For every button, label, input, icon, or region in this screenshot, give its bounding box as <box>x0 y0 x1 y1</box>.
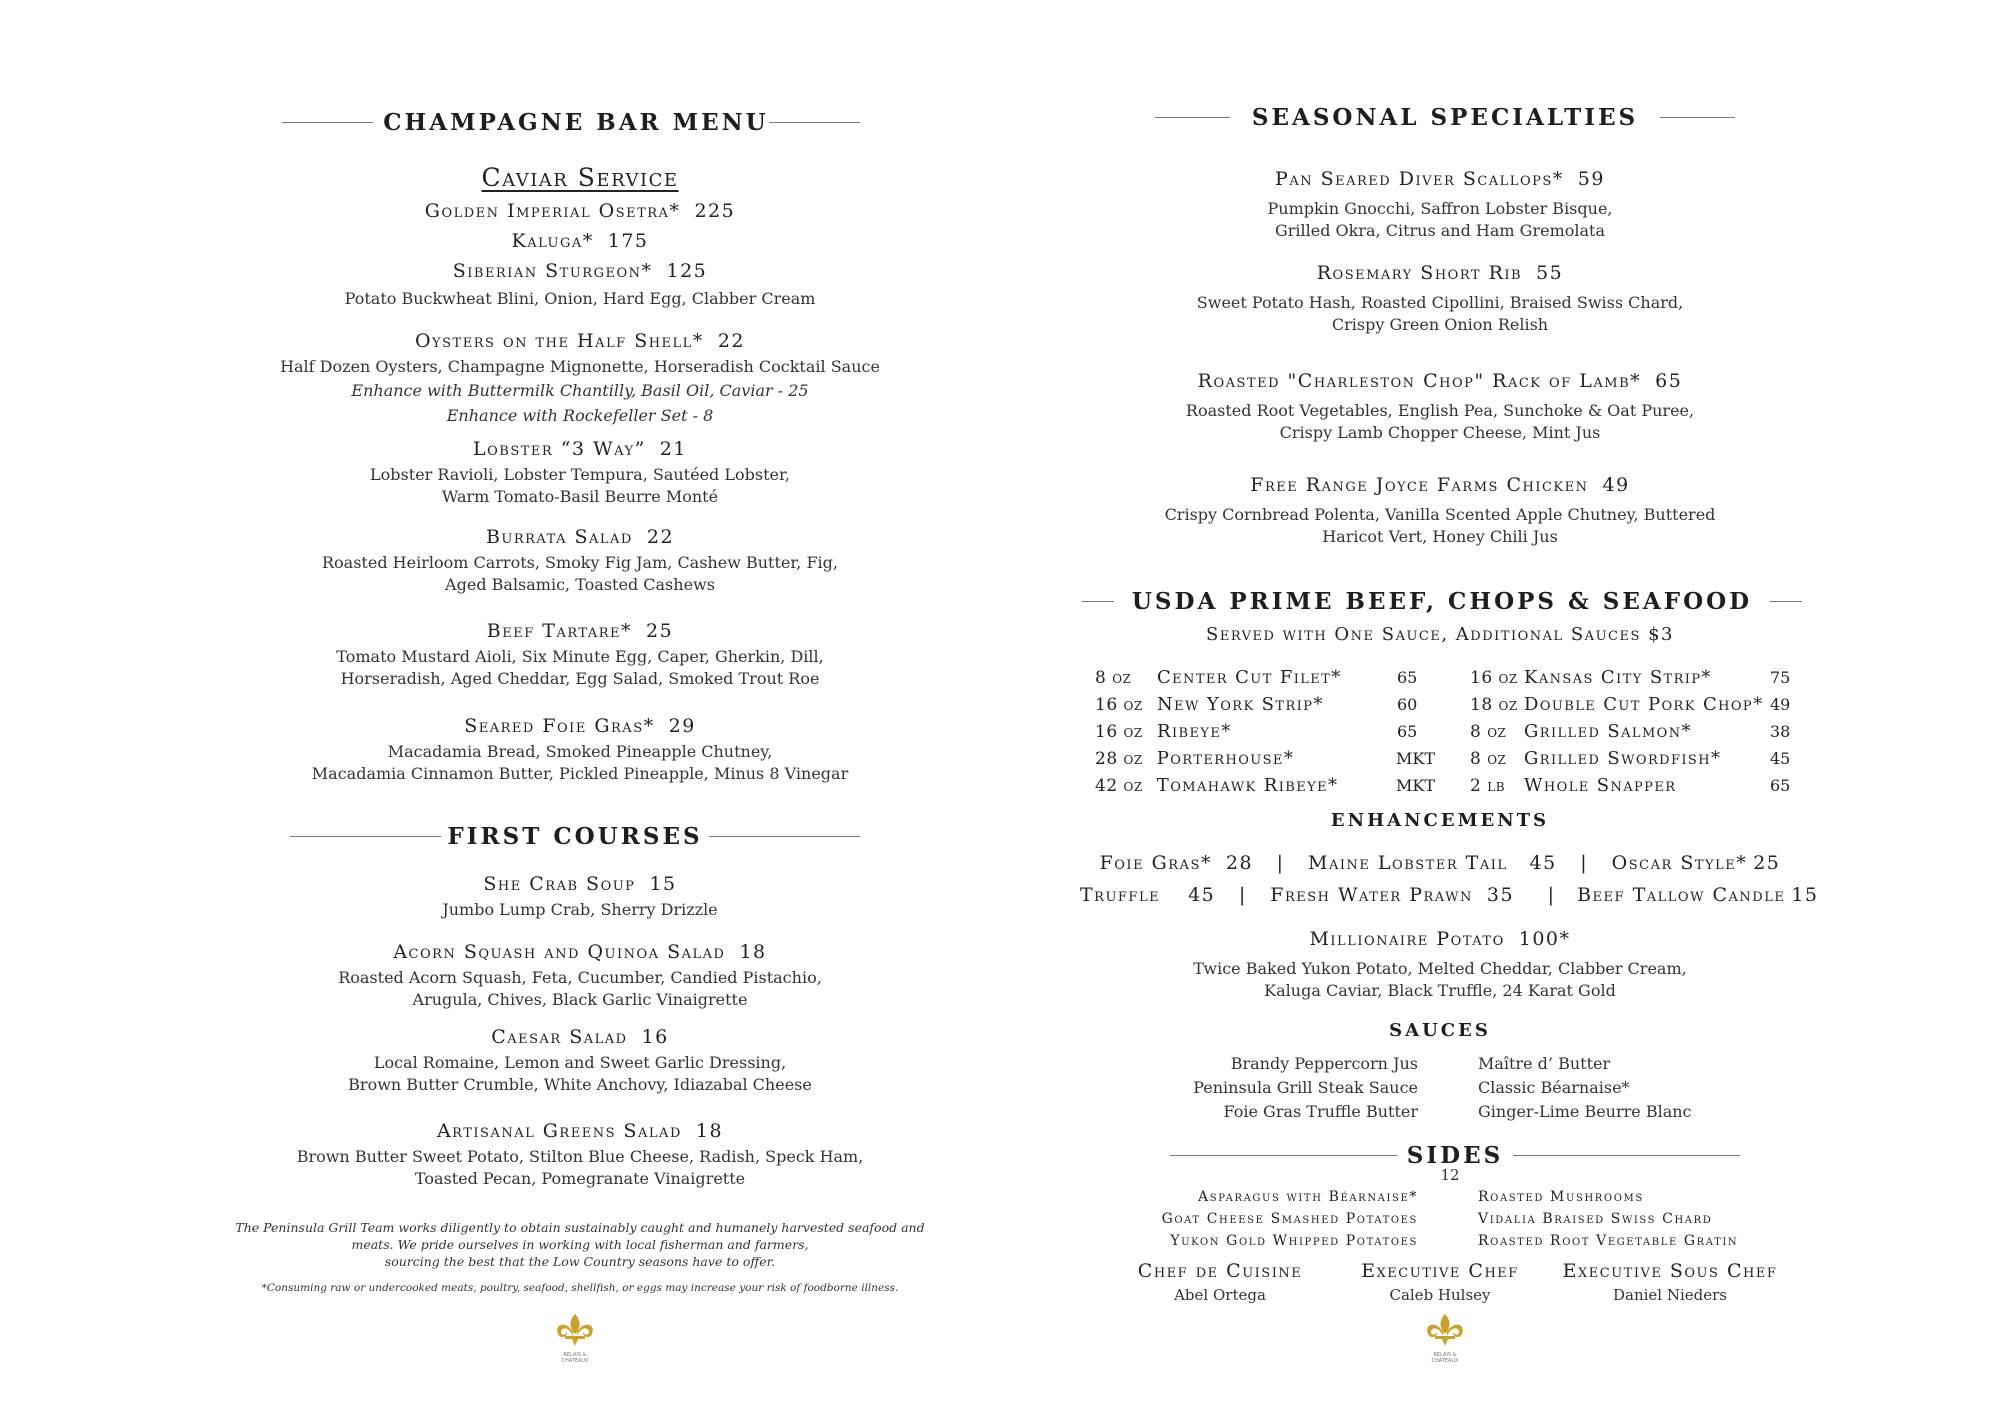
fleur-de-lis-icon <box>1422 1312 1468 1348</box>
sauce-item: Foie Gras Truffle Butter <box>1223 1102 1418 1121</box>
beef-weight: 42 oz <box>1095 775 1143 796</box>
millionaire-potato-section <box>1140 924 1740 1002</box>
item-price: 18 <box>739 941 767 963</box>
chef-title: Chef de Cuisine <box>1137 1260 1303 1282</box>
beef-name: Whole Snapper <box>1524 775 1677 796</box>
sourcing-note <box>200 1219 960 1270</box>
beef-weight: 2 lb <box>1470 775 1506 796</box>
beef-weight: 8 oz <box>1470 748 1507 769</box>
enhancement-item: Fresh Water Prawn <box>1270 884 1473 906</box>
heading-rule <box>769 122 860 123</box>
menu-item <box>280 937 880 967</box>
item-description: Twice Baked Yukon Potato, Melted Cheddar, Clabber Cream, <box>1193 959 1687 978</box>
logo-text: CHATEAUX <box>561 1358 589 1364</box>
heading-rule <box>1155 117 1230 118</box>
heading-rule <box>1513 1155 1740 1156</box>
item-description: Grilled Okra, Citrus and Ham Gremolata <box>1274 221 1606 240</box>
item-name: Burrata Salad <box>485 526 633 548</box>
chef-credit <box>1120 1258 1320 1306</box>
item-name: Pan Seared Diver Scallops* <box>1275 168 1564 190</box>
beef-name: Grilled Swordfish* <box>1524 748 1722 769</box>
chef-credit <box>1330 1258 1550 1306</box>
menu-item <box>1140 164 1740 194</box>
beef-price: 65 <box>1397 722 1418 741</box>
logo-text: RELAIS & <box>1433 1352 1457 1358</box>
enhancement-price: 35 <box>1486 884 1515 906</box>
heading-rule <box>290 836 441 837</box>
enhance-note: Enhance with Buttermilk Chantilly, Basil Oil, Caviar - 25 <box>351 381 809 400</box>
beef-name: Porterhouse* <box>1156 748 1295 769</box>
item-price: 16 <box>641 1026 669 1048</box>
item-price: 21 <box>659 438 687 460</box>
scallops-section <box>1140 164 1740 242</box>
menu-item <box>1110 470 1770 500</box>
chef-title: Executive Sous Chef <box>1562 1260 1778 1282</box>
beef-row <box>1470 718 1800 745</box>
beef-price: 45 <box>1770 749 1791 768</box>
side-item: Vidalia Braised Swiss Chard <box>1478 1211 1713 1227</box>
item-name: She Crab Soup <box>483 873 636 895</box>
enhancement-price: 15 <box>1791 884 1819 906</box>
item-price: 18 <box>695 1120 724 1142</box>
item-name: Millionaire Potato <box>1309 928 1505 950</box>
enhancements-heading: ENHANCEMENTS <box>1330 810 1550 831</box>
beef-weight: 8 oz <box>1095 667 1132 688</box>
menu-item <box>280 226 880 256</box>
soup-section <box>280 869 880 921</box>
enhancements-row-2 <box>1080 884 1819 906</box>
beef-weight: 16 oz <box>1470 667 1518 688</box>
oysters-section <box>230 326 930 428</box>
item-description: Aged Balsamic, Toasted Cashews <box>445 575 715 594</box>
sourcing-note-line: meats. We pride ourselves in working with local fisherman and farmers, <box>351 1237 809 1252</box>
sauces-right <box>1478 1052 1778 1124</box>
sides-right <box>1478 1186 1808 1252</box>
relais-chateaux-logo <box>552 1312 598 1362</box>
chef-title: Executive Chef <box>1361 1260 1519 1282</box>
item-price: 15 <box>649 873 677 895</box>
greens-section <box>230 1116 930 1190</box>
beef-row <box>1095 745 1435 772</box>
item-description: Horseradish, Aged Cheddar, Egg Salad, Smoked Trout Roe <box>340 669 820 688</box>
menu-item <box>230 1116 930 1146</box>
heading-rule <box>709 836 860 837</box>
beef-weight: 28 oz <box>1095 748 1143 769</box>
beef-row <box>1470 745 1800 772</box>
sides-left <box>1100 1186 1418 1252</box>
caviar-description: Potato Buckwheat Blini, Onion, Hard Egg, Clabber Cream <box>344 289 816 308</box>
beef-name: Center Cut Filet* <box>1157 667 1342 688</box>
separator: | <box>1276 852 1285 874</box>
item-description: Half Dozen Oysters, Champagne Mignonette, Horseradish Cocktail Sauce <box>280 357 880 376</box>
enhancement-item: Foie Gras* <box>1099 852 1212 874</box>
enhancement-item: Beef Tallow Candle <box>1577 884 1786 906</box>
chicken-section <box>1110 470 1770 548</box>
item-price: 175 <box>607 230 649 252</box>
beef-price: MKT <box>1395 749 1435 768</box>
item-name: Caesar Salad <box>491 1026 628 1048</box>
item-description: Roasted Heirloom Carrots, Smoky Fig Jam, Cashew Butter, Fig, <box>322 553 838 572</box>
menu-item <box>280 522 880 552</box>
beef-name: New York Strip* <box>1157 694 1324 715</box>
item-name: Acorn Squash and Quinoa Salad <box>393 941 726 963</box>
beef-weight: 8 oz <box>1470 721 1507 742</box>
menu-item <box>280 1022 880 1052</box>
menu-item <box>280 196 880 226</box>
beef-weight: 18 oz <box>1470 694 1518 715</box>
beef-row <box>1095 691 1435 718</box>
side-item: Yukon Gold Whipped Potatoes <box>1170 1233 1418 1249</box>
fleur-de-lis-icon <box>552 1312 598 1348</box>
beef-price: 38 <box>1770 722 1791 741</box>
item-name: Roasted "Charleston Chop" Rack of Lamb* <box>1197 370 1642 392</box>
item-price: 65 <box>1655 370 1683 392</box>
relais-chateaux-logo <box>1422 1312 1468 1362</box>
side-item: Goat Cheese Smashed Potatoes <box>1161 1211 1418 1227</box>
item-price: 49 <box>1602 474 1630 496</box>
item-description: Macadamia Cinnamon Butter, Pickled Pineapple, Minus 8 Vinegar <box>311 764 849 783</box>
logo-text: CHATEAUX <box>1431 1358 1459 1364</box>
beef-price: 65 <box>1397 668 1418 687</box>
chef-name: Daniel Nieders <box>1612 1286 1728 1304</box>
item-description: Crispy Lamb Chopper Cheese, Mint Jus <box>1279 423 1601 442</box>
sides-heading <box>1170 1142 1740 1169</box>
lobster-section <box>280 434 880 508</box>
item-price: 100* <box>1518 928 1571 950</box>
sourcing-note-line: The Peninsula Grill Team works diligently to obtain sustainably caught and humanely harvested seafood and <box>235 1220 925 1235</box>
sauce-item: Peninsula Grill Steak Sauce <box>1193 1078 1418 1097</box>
item-price: 22 <box>646 526 675 548</box>
menu-item <box>280 616 880 646</box>
heading-rule <box>1170 1155 1397 1156</box>
heading-rule <box>1082 601 1114 602</box>
item-description: Crispy Green Onion Relish <box>1331 315 1549 334</box>
sauce-item: Classic Béarnaise* <box>1478 1078 1630 1097</box>
item-name: Free Range Joyce Farms Chicken <box>1250 474 1589 496</box>
sides-price: 12 <box>1440 1166 1460 1184</box>
beef-name: Tomahawk Ribeye* <box>1156 775 1339 796</box>
caesar-section <box>280 1022 880 1096</box>
item-price: 25 <box>646 620 674 642</box>
item-description: Kaluga Caviar, Black Truffle, 24 Karat Gold <box>1264 981 1616 1000</box>
item-description: Arugula, Chives, Black Garlic Vinaigrette <box>412 990 748 1009</box>
beef-price: 75 <box>1770 668 1791 687</box>
separator: | <box>1547 884 1556 906</box>
beef-weight: 16 oz <box>1095 694 1143 715</box>
item-description: Lobster Ravioli, Lobster Tempura, Sautéed Lobster, <box>370 465 790 484</box>
prime-beef-heading-text: USDA PRIME BEEF, CHOPS & SEAFOOD <box>1131 588 1753 615</box>
item-name: Beef Tartare* <box>486 620 633 642</box>
beef-row <box>1095 772 1435 799</box>
enhancement-item: Maine Lobster Tail <box>1308 852 1508 874</box>
menu-item <box>230 326 930 356</box>
menu-item <box>280 256 880 286</box>
beef-price: 65 <box>1770 776 1791 795</box>
item-description: Local Romaine, Lemon and Sweet Garlic Dressing, <box>373 1053 787 1072</box>
burrata-section <box>280 522 880 596</box>
item-name: Kaluga* <box>511 230 594 252</box>
first-courses-heading <box>290 823 860 850</box>
menu-item <box>1140 924 1740 954</box>
foodborne-warning: *Consuming raw or undercooked meats, poultry, seafood, shellfish, or eggs may increase your risk of foodborne illness. <box>261 1282 899 1294</box>
first-courses-heading-text: FIRST COURSES <box>447 823 703 850</box>
seasonal-specialties-heading <box>1155 104 1735 131</box>
enhancement-price: 45 <box>1188 884 1216 906</box>
item-description: Sweet Potato Hash, Roasted Cipollini, Braised Swiss Chard, <box>1196 293 1684 312</box>
beef-list-right <box>1470 664 1800 799</box>
caviar-service-title: Caviar Service <box>481 163 679 192</box>
sauce-item: Brandy Peppercorn Jus <box>1230 1054 1418 1073</box>
enhancement-item: Oscar Style* <box>1611 852 1748 874</box>
champagne-bar-heading-text: CHAMPAGNE BAR MENU <box>383 109 769 136</box>
heading-rule <box>282 122 373 123</box>
beef-name: Ribeye* <box>1157 721 1232 742</box>
beef-row <box>1470 772 1800 799</box>
beef-row <box>1470 664 1800 691</box>
logo-text: RELAIS & <box>563 1352 587 1358</box>
chef-name: Abel Ortega <box>1174 1286 1266 1304</box>
sauces-left <box>1100 1052 1418 1124</box>
beef-weight: 16 oz <box>1095 721 1143 742</box>
beef-name: Grilled Salmon* <box>1524 721 1692 742</box>
beef-price: 60 <box>1397 695 1418 714</box>
separator: | <box>1238 884 1247 906</box>
seasonal-specialties-heading-text: SEASONAL SPECIALTIES <box>1251 104 1639 131</box>
acorn-section <box>280 937 880 1011</box>
heading-rule <box>1660 117 1735 118</box>
item-name: Seared Foie Gras* <box>464 715 655 737</box>
champagne-bar-heading <box>282 109 860 136</box>
item-price: 55 <box>1536 262 1564 284</box>
chef-credit <box>1550 1258 1790 1306</box>
prime-beef-heading <box>1082 588 1802 615</box>
item-description: Warm Tomato-Basil Beurre Monté <box>441 487 719 506</box>
sides-heading-text: SIDES <box>1406 1142 1504 1169</box>
item-description: Macadamia Bread, Smoked Pineapple Chutney, <box>387 742 773 761</box>
menu-item <box>280 711 880 741</box>
beef-price: 49 <box>1770 695 1791 714</box>
chef-name: Caleb Hulsey <box>1389 1286 1491 1304</box>
item-description: Tomato Mustard Aioli, Six Minute Egg, Caper, Gherkin, Dill, <box>336 647 824 666</box>
item-description: Jumbo Lump Crab, Sherry Drizzle <box>442 900 718 919</box>
enhancements-row-1 <box>1080 852 1800 874</box>
tartare-section <box>280 616 880 690</box>
sourcing-note-line: sourcing the best that the Low Country seasons have to offer. <box>384 1254 776 1269</box>
item-description: Toasted Pecan, Pomegranate Vinaigrette <box>414 1169 746 1188</box>
item-description: Pumpkin Gnocchi, Saffron Lobster Bisque, <box>1267 199 1613 218</box>
heading-rule <box>1770 601 1802 602</box>
item-name: Siberian Sturgeon* <box>452 260 653 282</box>
item-description: Roasted Acorn Squash, Feta, Cucumber, Candied Pistachio, <box>338 968 822 987</box>
menu-item <box>1140 258 1740 288</box>
item-name: Oysters on the Half Shell* <box>414 330 704 352</box>
item-name: Artisanal Greens Salad <box>436 1120 682 1142</box>
enhancement-price: 25 <box>1753 852 1781 874</box>
item-description: Brown Butter Crumble, White Anchovy, Idiazabal Cheese <box>348 1075 812 1094</box>
foie-gras-section <box>280 711 880 785</box>
beef-row <box>1470 691 1800 718</box>
beef-name: Double Cut Pork Chop* <box>1524 694 1764 715</box>
caviar-section <box>280 160 880 310</box>
enhancement-price: 28 <box>1225 852 1254 874</box>
beef-row <box>1095 664 1435 691</box>
separator: | <box>1580 852 1589 874</box>
beef-price: MKT <box>1395 776 1435 795</box>
beef-name: Kansas City Strip* <box>1524 667 1712 688</box>
side-item: Asparagus with Béarnaise* <box>1198 1189 1418 1205</box>
lamb-section <box>1110 366 1770 444</box>
item-price: 59 <box>1577 168 1605 190</box>
item-price: 22 <box>717 330 745 352</box>
sauces-heading: SAUCES <box>1389 1020 1491 1041</box>
menu-item <box>1110 366 1770 396</box>
sauce-item: Maître d’ Butter <box>1478 1054 1611 1073</box>
item-price: 125 <box>666 260 708 282</box>
side-item: Roasted Root Vegetable Gratin <box>1478 1233 1739 1249</box>
item-name: Rosemary Short Rib <box>1316 262 1523 284</box>
beef-list-left <box>1095 664 1435 799</box>
short-rib-section <box>1140 258 1740 336</box>
item-price: 225 <box>694 200 736 222</box>
enhance-note: Enhance with Rockefeller Set - 8 <box>446 406 714 425</box>
item-name: Lobster “3 Way” <box>473 438 646 460</box>
item-description: Brown Butter Sweet Potato, Stilton Blue Cheese, Radish, Speck Ham, <box>296 1147 864 1166</box>
beef-row <box>1095 718 1435 745</box>
beef-subtitle: Served with One Sauce, Additional Sauces $3 <box>1206 624 1674 645</box>
item-description: Crispy Cornbread Polenta, Vanilla Scented Apple Chutney, Buttered <box>1164 505 1716 524</box>
menu-item <box>280 869 880 899</box>
side-item: Roasted Mushrooms <box>1478 1189 1644 1205</box>
enhancement-price: 45 <box>1529 852 1557 874</box>
item-name: Golden Imperial Osetra* <box>424 200 681 222</box>
menu-item <box>280 434 880 464</box>
item-description: Haricot Vert, Honey Chili Jus <box>1322 527 1558 546</box>
item-description: Roasted Root Vegetables, English Pea, Sunchoke & Oat Puree, <box>1185 401 1695 420</box>
sauce-item: Ginger-Lime Beurre Blanc <box>1478 1102 1692 1121</box>
enhancement-item: Truffle <box>1080 884 1161 906</box>
item-price: 29 <box>668 715 696 737</box>
